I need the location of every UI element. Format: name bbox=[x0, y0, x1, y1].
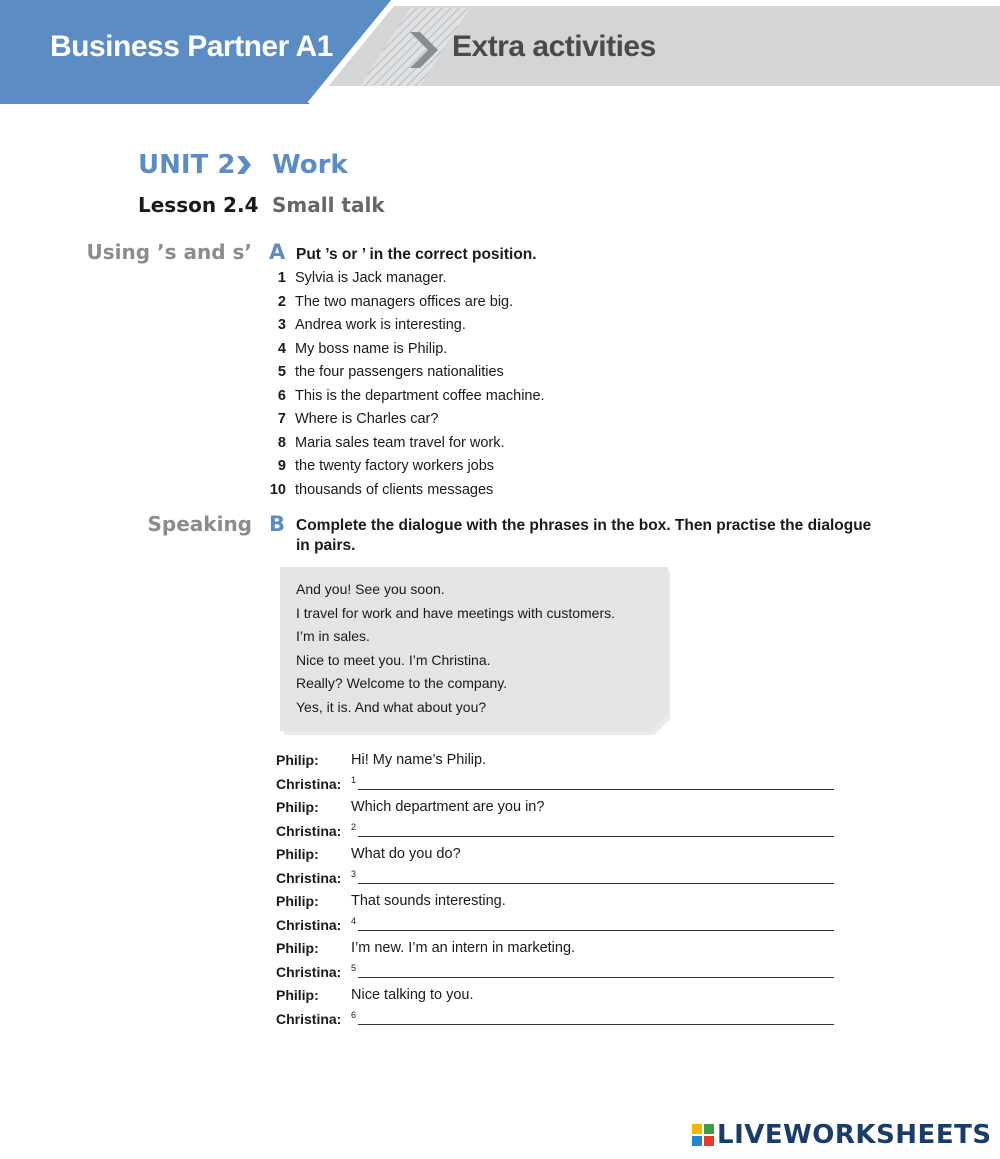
item-number: 5 bbox=[277, 364, 286, 380]
answer-blank[interactable] bbox=[358, 930, 834, 931]
item-text: My boss name is Philip. bbox=[295, 340, 448, 357]
item-text: The two managers offices are big. bbox=[295, 293, 514, 310]
lesson-title: Small talk bbox=[272, 193, 385, 217]
item-text: Sylvia is Jack manager. bbox=[295, 270, 447, 286]
exercise-a-item bbox=[262, 291, 545, 315]
phrase-item: I travel for work and have meetings with customers. bbox=[296, 604, 616, 621]
speaker-name: Christina: bbox=[276, 775, 342, 792]
logo-grid-icon bbox=[692, 1124, 714, 1146]
exercise-a-item bbox=[262, 455, 545, 479]
exercise-a-item bbox=[262, 267, 545, 291]
speaker-name: Philip: bbox=[276, 846, 319, 862]
dialogue bbox=[276, 749, 836, 1031]
speaker-name: Philip: bbox=[276, 940, 319, 956]
phrase-item: Nice to meet you. I’m Christina. bbox=[296, 651, 491, 668]
item-text: Where is Charles car? bbox=[295, 411, 439, 427]
exercise-b-topic: Speaking bbox=[147, 512, 252, 536]
exercise-a-items bbox=[262, 267, 545, 502]
dialogue-text: Which department are you in? bbox=[351, 799, 545, 815]
phrase-item: And you! See you soon. bbox=[296, 581, 445, 597]
section-title: Extra activities bbox=[452, 30, 656, 63]
dialogue-text: What do you do? bbox=[351, 846, 461, 862]
page-header bbox=[0, 0, 1000, 112]
phrase-item: Really? Welcome to the company. bbox=[296, 675, 508, 691]
blank-number: 3 bbox=[351, 868, 357, 879]
answer-blank[interactable] bbox=[358, 883, 834, 884]
dialogue-line bbox=[276, 914, 836, 938]
exercise-a-item bbox=[262, 361, 545, 385]
exercise-a-item bbox=[262, 432, 545, 456]
answer-blank[interactable] bbox=[358, 789, 834, 790]
logo-text: LIVEWORKSHEETS bbox=[717, 1120, 992, 1150]
dialogue-text: That sounds interesting. bbox=[351, 893, 506, 909]
chevron-right-icon bbox=[234, 154, 252, 176]
speaker-name: Christina: bbox=[276, 822, 342, 839]
exercise-a-item bbox=[262, 338, 545, 362]
answer-blank[interactable] bbox=[358, 836, 834, 837]
exercise-b-instruction bbox=[296, 516, 871, 556]
item-number: 6 bbox=[277, 387, 286, 404]
dialogue-line bbox=[276, 749, 836, 773]
speaker-name: Christina: bbox=[276, 1010, 342, 1027]
item-number: 4 bbox=[277, 340, 286, 357]
item-text: Andrea work is interesting. bbox=[295, 317, 466, 333]
speaker-name: Christina: bbox=[276, 869, 342, 886]
dialogue-line bbox=[276, 867, 836, 891]
dialogue-line bbox=[276, 984, 836, 1008]
exercise-b-instruction-line: Complete the dialogue with the phrases in the box. Then practise the dialogue bbox=[296, 517, 872, 534]
blank-number: 5 bbox=[351, 962, 357, 973]
item-number: 7 bbox=[277, 411, 286, 427]
speaker-name: Christina: bbox=[276, 916, 342, 933]
answer-blank[interactable] bbox=[358, 1024, 834, 1025]
exercise-a-instruction: Put ’s or ’ in the correct position. bbox=[296, 246, 537, 263]
dialogue-line bbox=[276, 937, 836, 961]
speaker-name: Philip: bbox=[276, 893, 319, 909]
dialogue-line bbox=[276, 961, 836, 985]
phrase-item: Yes, it is. And what about you? bbox=[296, 698, 487, 715]
brand-title: Business Partner A1 bbox=[50, 30, 333, 63]
unit-label: UNIT 2 bbox=[138, 150, 236, 180]
answer-blank[interactable] bbox=[358, 977, 834, 978]
exercise-a-item bbox=[262, 479, 545, 503]
unit-title: Work bbox=[272, 150, 348, 180]
item-number: 1 bbox=[277, 270, 286, 286]
item-text: the twenty factory workers jobs bbox=[295, 458, 495, 474]
exercise-a-letter: A bbox=[269, 240, 286, 264]
exercise-b-letter: B bbox=[269, 512, 286, 536]
exercise-a-item bbox=[262, 408, 545, 432]
dialogue-text: I’m new. I’m an intern in marketing. bbox=[351, 940, 576, 956]
speaker-name: Christina: bbox=[276, 963, 342, 980]
speaker-name: Philip: bbox=[276, 752, 319, 768]
phrase-list bbox=[296, 578, 615, 719]
speaker-name: Philip: bbox=[276, 799, 319, 815]
item-text: Maria sales team travel for work. bbox=[295, 434, 505, 451]
phrase-box bbox=[280, 567, 670, 735]
exercise-a-item bbox=[262, 314, 545, 338]
item-text: the four passengers nationalities bbox=[295, 364, 504, 380]
dialogue-line bbox=[276, 773, 836, 797]
exercise-a-item bbox=[262, 385, 545, 409]
exercise-a-topic: Using ’s and s’ bbox=[86, 240, 252, 264]
item-number: 9 bbox=[277, 458, 286, 474]
phrase-item: I’m in sales. bbox=[296, 628, 370, 644]
item-number: 8 bbox=[277, 434, 286, 451]
dialogue-line bbox=[276, 843, 836, 867]
item-number: 3 bbox=[277, 317, 286, 333]
exercise-b-instruction-line: in pairs. bbox=[296, 537, 356, 554]
item-text: This is the department coffee machine. bbox=[295, 387, 545, 404]
dialogue-line bbox=[276, 1008, 836, 1032]
item-number: 2 bbox=[277, 293, 286, 310]
lesson-label: Lesson 2.4 bbox=[138, 193, 259, 217]
blank-number: 4 bbox=[351, 915, 357, 926]
item-text: thousands of clients messages bbox=[295, 481, 494, 498]
blank-number: 1 bbox=[351, 774, 357, 785]
dialogue-line bbox=[276, 890, 836, 914]
dialogue-line bbox=[276, 796, 836, 820]
blank-number: 6 bbox=[351, 1009, 357, 1020]
dialogue-text: Nice talking to you. bbox=[351, 987, 474, 1003]
item-number: 10 bbox=[269, 481, 286, 498]
dialogue-text: Hi! My name’s Philip. bbox=[351, 752, 487, 768]
dialogue-line bbox=[276, 820, 836, 844]
blank-number: 2 bbox=[351, 821, 357, 832]
speaker-name: Philip: bbox=[276, 987, 319, 1003]
